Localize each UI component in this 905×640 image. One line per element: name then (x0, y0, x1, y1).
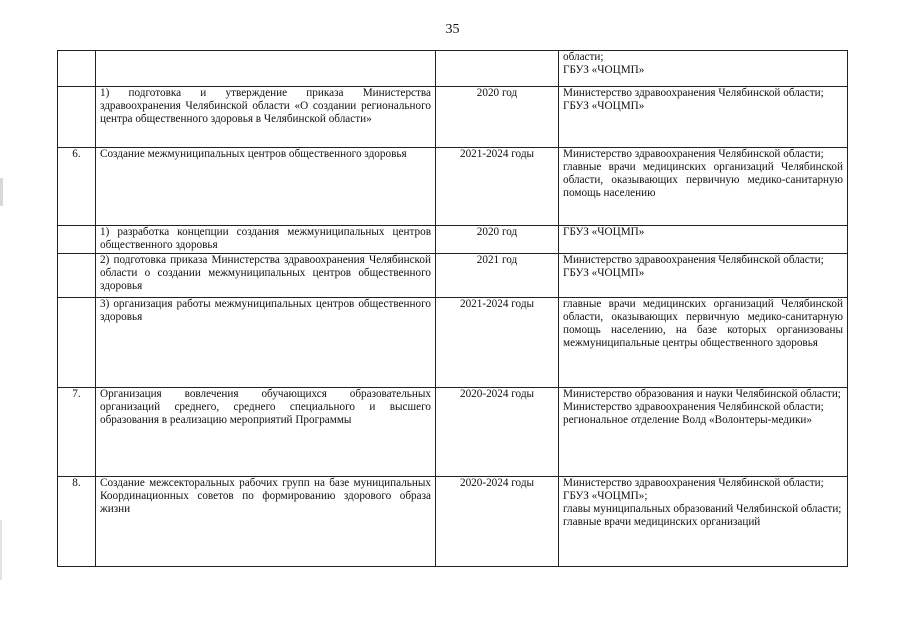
term-cell: 2021-2024 годы (436, 148, 559, 226)
row-number (58, 87, 96, 148)
row-number: 7. (58, 388, 96, 477)
responsible-cell (559, 298, 848, 388)
action-plan-table (57, 50, 848, 567)
responsible-line: главы муниципальных образований Челябинской области; (563, 503, 842, 515)
responsible-cell (559, 148, 848, 226)
responsible-line: ГБУЗ «ЧОЦМП»; (563, 490, 648, 502)
row-number: 8. (58, 477, 96, 567)
table-row (58, 477, 848, 567)
responsible-line: ГБУЗ «ЧОЦМП» (563, 64, 645, 76)
term-cell: 2021-2024 годы (436, 298, 559, 388)
responsible-cell (559, 87, 848, 148)
activity-cell: Создание межсекторальных рабочих групп на базе муниципальных Координационных советов по формированию здорового образа жизни (96, 477, 436, 567)
activity-cell: 2) подготовка приказа Министерства здравоохранения Челябинской области о создании межмуниципальных центров общественного здоровья (96, 254, 436, 298)
term-cell (436, 51, 559, 87)
activity-cell: 3) организация работы межмуниципальных центров общественного здоровья (96, 298, 436, 388)
table-row (58, 87, 848, 148)
term-cell: 2020 год (436, 87, 559, 148)
row-number: 6. (58, 148, 96, 226)
page-number: 35 (445, 22, 460, 37)
responsible-line: главные врачи медицинских организаций Челябинской области, оказывающих первичную медико-санитарную помощь населению, на базе которых организованы межмуниципальные центры общественного здоровья (563, 298, 843, 349)
responsible-line: Министерство здравоохранения Челябинской области; (563, 148, 824, 160)
responsible-cell (559, 477, 848, 567)
row-number (58, 298, 96, 388)
responsible-cell (559, 254, 848, 298)
responsible-line: ГБУЗ «ЧОЦМП» (563, 226, 645, 238)
table-row (58, 298, 848, 388)
responsible-cell (559, 51, 848, 87)
term-cell: 2020-2024 годы (436, 388, 559, 477)
row-number (58, 51, 96, 87)
table-row (58, 388, 848, 477)
responsible-cell (559, 226, 848, 254)
responsible-line: области; (563, 51, 604, 63)
table-row (58, 51, 848, 87)
activity-cell: Организация вовлечения обучающихся образовательных организаций среднего, среднего специального и высшего образования в реализацию мероприятий Программы (96, 388, 436, 477)
row-number (58, 254, 96, 298)
activity-cell: 1) разработка концепции создания межмуниципальных центров общественного здоровья (96, 226, 436, 254)
activity-cell: 1) подготовка и утверждение приказа Министерства здравоохранения Челябинской области «О создании регионального центра общественного здоровья в Челябинской области» (96, 87, 436, 148)
table-row (58, 226, 848, 254)
activity-cell (96, 51, 436, 87)
responsible-line: Министерство здравоохранения Челябинской области; (563, 477, 824, 489)
activity-cell: Создание межмуниципальных центров общественного здоровья (96, 148, 436, 226)
responsible-line: Министерство здравоохранения Челябинской области; (563, 254, 824, 266)
responsible-cell (559, 388, 848, 477)
responsible-line: региональное отделение Волд «Волонтеры-медики» (563, 414, 813, 426)
term-cell: 2021 год (436, 254, 559, 298)
responsible-line: ГБУЗ «ЧОЦМП» (563, 267, 645, 279)
term-cell: 2020-2024 годы (436, 477, 559, 567)
scan-edge-mark (0, 520, 2, 580)
responsible-line: главные врачи медицинских организаций (563, 516, 761, 528)
responsible-line: ГБУЗ «ЧОЦМП» (563, 100, 645, 112)
scan-edge-mark (0, 178, 3, 206)
responsible-line: Министерство здравоохранения Челябинской области; (563, 87, 824, 99)
table-row (58, 148, 848, 226)
row-number (58, 226, 96, 254)
responsible-line: главные врачи медицинских организаций Челябинской области, оказывающих первичную медико-санитарную помощь населению (563, 161, 843, 199)
term-cell: 2020 год (436, 226, 559, 254)
table-row (58, 254, 848, 298)
responsible-line: Министерство образования и науки Челябинской области; (563, 388, 841, 400)
responsible-line: Министерство здравоохранения Челябинской области; (563, 401, 824, 413)
